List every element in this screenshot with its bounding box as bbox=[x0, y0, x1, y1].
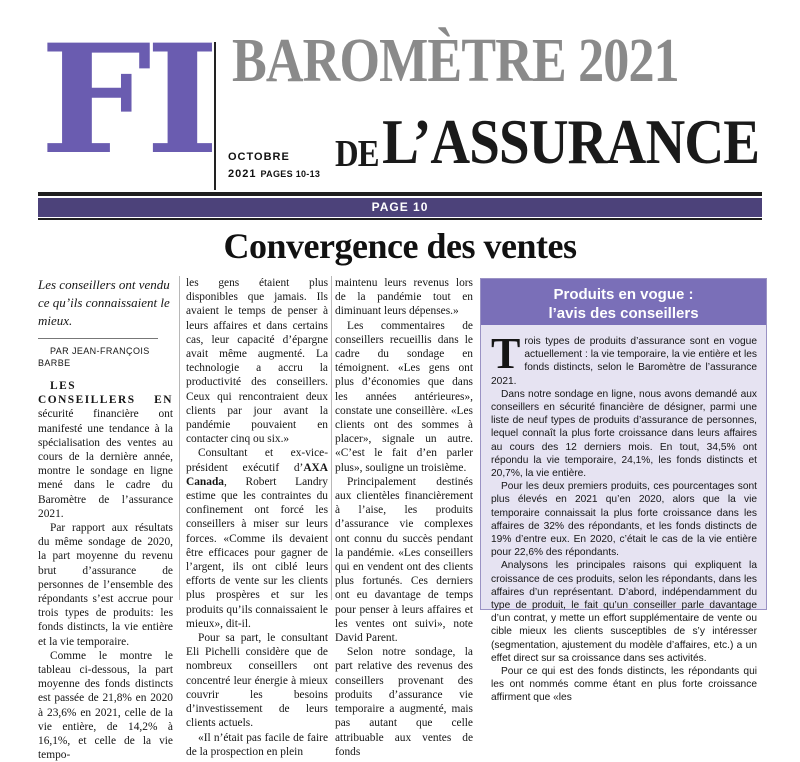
paragraph: les gens étaient plus disponibles que jamais. Ils avaient le temps de penser à leurs affaires et dans certains cas, leur capacité d’épargne avait même augmenté. La technologie a accru la productivité des conseillers. Ceux qui rencontraient deux clients par jour avant la pandémie pouvaient en contacter cinq ou six.» bbox=[186, 277, 328, 446]
paragraph: Consultant et ex-vice-président exécutif d’AXA Canada, Robert Landry estime que les contraintes du confinement ont forcé les conseillers à miser sur leurs forces. «Comme ils devaient être efficaces pour gagner de l’argent, ils ont ciblé leurs efforts de vente sur les clients plus prospères et sur les produits qu’ils connaissaient le mieux», dit-il. bbox=[186, 447, 328, 630]
paragraph: Trois types de produits d’assurance sont en vogue actuellement : la vie temporaire, la vie entière et les fonds distincts, selon le Baromètre de l’assurance 2021. bbox=[491, 329, 757, 387]
paragraph: Les commentaires de conseillers recueillis dans le cadre du sondage en témoignent. «Les gens ont plus d’économies que dans les années antérieures», constate une conseillère. «Les clients ont des sommes à placer», signale un autre. «C’est le fait d’en parler plus», souligne un troisième. bbox=[335, 319, 473, 474]
page-bar-top-rule bbox=[38, 192, 762, 196]
paragraph: «Il n’était pas facile de faire de la prospection en plein bbox=[186, 731, 328, 758]
paragraph: Dans notre sondage en ligne, nous avons demandé aux conseillers en sécurité financière de désigner, parmi une liste de neuf types de produits d’assurance de personnes, lequel connaît la plus forte croissance dans leurs affaires au cours des 12 derniers mois. En tout, 34,5% ont répondu la vie temporaire, 24,1%, les fonds distincts et 20,7%, la vie entière. bbox=[491, 388, 757, 480]
paragraph: Comme le montre le tableau ci-dessous, la part moyenne des fonds distincts est passée de 21,8% en 2020 à 23,6% en 2021, celle de la vie entière, de 14,2% à 16,1%, et celle de la vie tempo- bbox=[38, 649, 173, 762]
article-column-1 bbox=[38, 276, 173, 762]
fi-logo: FI bbox=[40, 12, 213, 188]
lead-in: LES CONSEILLERS EN bbox=[38, 380, 173, 407]
paragraph: Pour les deux premiers produits, ces pourcentages sont plus élevés en 2021 qu’en 2020, alors que la vie temporaire connaissait la plus forte croissance dans les affaires de 32% des répondants, et les fonds distincts de 19% d’entre eux. En 2020, c’était le cas de la vie entière pour 22,6% des répondants. bbox=[491, 481, 757, 559]
page-number-label: PAGE 10 bbox=[371, 200, 429, 214]
paragraph: Analysons les principales raisons qui expliquent la croissance de ces produits, selon les répondants, dans les affaires d’un représentant. D’abord, indépendamment du type de produit, le fait qu’un conseiller parle davantage d’un contrat, y mette un effort supplémentaire de vente ou cible mieux les clients susceptibles de s’y intéresser (segmentation, ajustement du modèle d’affaires, etc.) a un effet direct sur sa croissance dans ses activités. bbox=[491, 560, 757, 664]
column-rule bbox=[179, 276, 180, 600]
masthead-title-line2 bbox=[335, 102, 759, 182]
column-rule bbox=[331, 276, 332, 600]
issue-month: OCTOBRE bbox=[228, 151, 290, 163]
masthead-title-main: L’ASSURANCE bbox=[382, 106, 760, 177]
paragraph: Selon notre sondage, la part relative des revenus des conseillers provenant des produits d’assurance vie temporaire a augmenté, mais pas autant que celle attribuable aux ventes de fonds bbox=[335, 646, 473, 758]
masthead-title-prefix: DE bbox=[335, 133, 379, 175]
article-column-3 bbox=[335, 276, 473, 759]
masthead-title-line1: BAROMÈTRE 2021 bbox=[232, 27, 679, 95]
page-bar bbox=[38, 198, 762, 217]
article-headline: Convergence des ventes bbox=[223, 226, 577, 266]
paragraph: maintenu leurs revenus lors de la pandémie tout en diminuant leurs dépenses.» bbox=[335, 277, 473, 318]
page-bar-bottom-rule bbox=[38, 218, 762, 220]
paragraph: Pour sa part, le consultant Eli Pichelli considère que de nombreux conseillers ont concentré leur énergie à mieux couvrir les besoins d’investissement de leurs clients actuels. bbox=[186, 632, 328, 730]
paragraph: LES CONSEILLERS EN sécurité financière ont manifesté une tendance à la spécialisation des ventes au cours de la dernière année, montre le sondage en ligne mené dans le cadre du Baromètre de l’assurance 2021. bbox=[38, 380, 173, 520]
issue-year: 2021 bbox=[228, 168, 257, 180]
issue-info bbox=[228, 149, 320, 183]
drop-cap: T bbox=[491, 329, 521, 378]
company-name: AXA Canada bbox=[186, 461, 328, 488]
paragraph: Par rapport aux résultats du même sondage de 2020, la part moyenne du revenu brut d’assurance de personnes de l’ensemble des répondants s’est accrue pour trois types de produits: les fonds distincts, la vie entière et la vie temporaire. bbox=[38, 522, 173, 648]
article-byline: PAR JEAN-FRANÇOIS BARBE bbox=[38, 338, 158, 369]
masthead-divider bbox=[214, 42, 216, 190]
article-deck: Les conseillers ont vendu ce qu’ils connaissaient le mieux. bbox=[38, 277, 170, 328]
issue-pages: PAGES 10-13 bbox=[260, 169, 321, 179]
sidebar-body bbox=[491, 329, 757, 705]
sidebar-title: Produits en vogue : l’avis des conseillers bbox=[481, 279, 766, 325]
sidebar-box bbox=[480, 278, 767, 704]
article-column-2 bbox=[186, 276, 328, 759]
paragraph: Principalement destinés aux clientèles financièrement à l’aise, les produits d’assurance vie complexes ont connu du succès pendant la pandémie. «Les conseillers qui en vendent ont des clients plus fortunés. Ces derniers ont eu davantage de temps pour penser à leurs affaires et les ventes ont suivi», note David Parent. bbox=[335, 475, 473, 645]
paragraph: Pour ce qui est des fonds distincts, les répondants qui les ont nommés comme étant en plus forte croissance affirment que «les bbox=[491, 666, 757, 704]
